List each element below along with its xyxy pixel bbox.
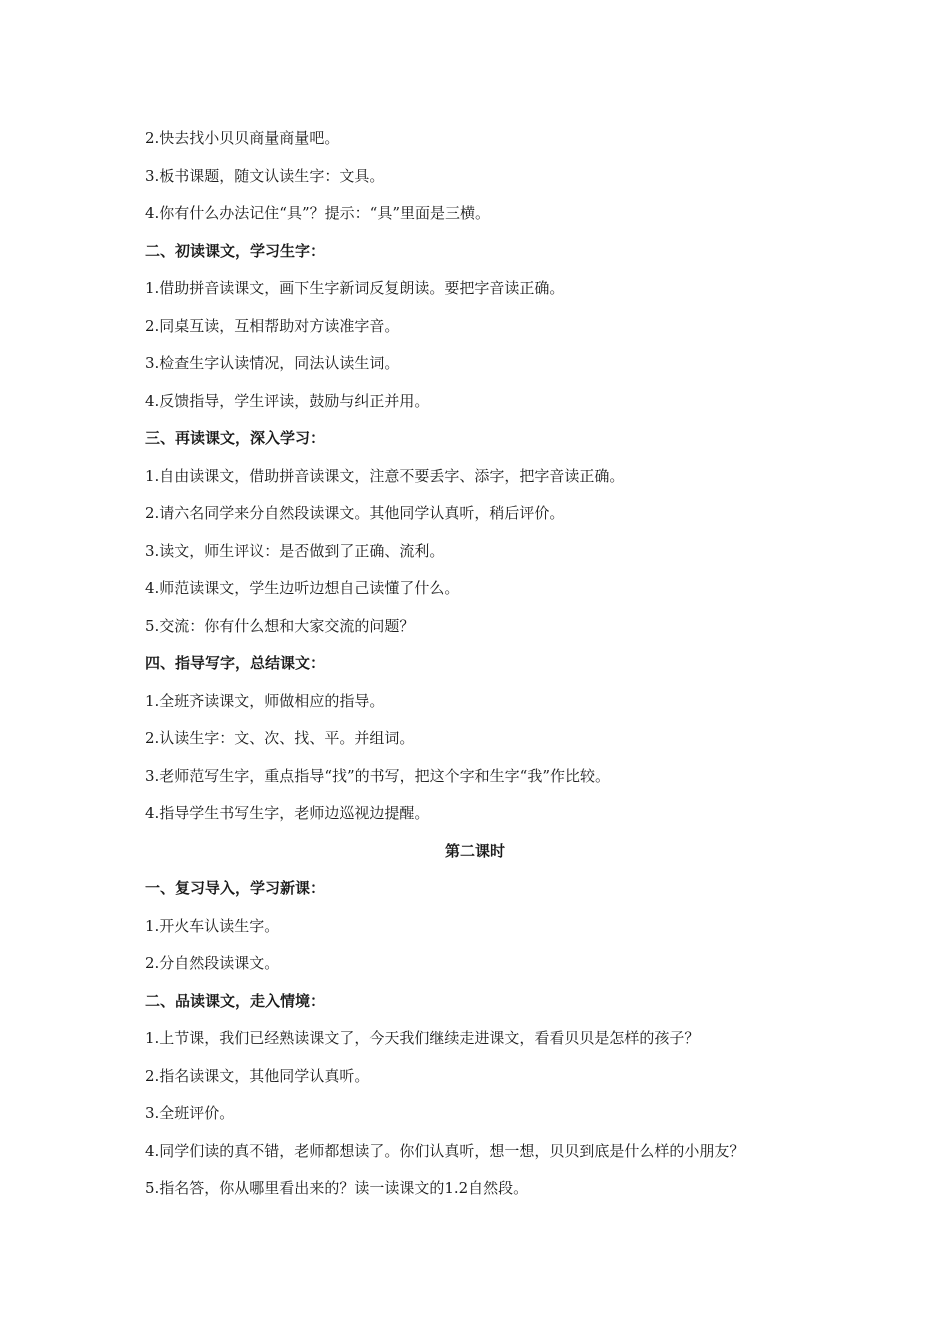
text-line: 4.指导学生书写生字，老师边巡视边提醒。	[145, 804, 430, 822]
text-line: 2.请六名同学来分自然段读课文。其他同学认真听，稍后评价。	[145, 504, 565, 522]
text-line: 3.读文，师生评议：是否做到了正确、流利。	[145, 542, 445, 560]
section-heading: 一、复习导入，学习新课：	[145, 879, 326, 897]
text-line: 2.指名读课文，其他同学认真听。	[145, 1067, 370, 1085]
text-line: 2.认读生字：文、次、找、平。并组词。	[145, 729, 415, 747]
section-heading: 四、指导写字，总结课文：	[145, 654, 326, 672]
text-line: 1.借助拼音读课文，画下生字新词反复朗读。要把字音读正确。	[145, 279, 565, 297]
text-line: 2.同桌互读，互相帮助对方读准字音。	[145, 317, 400, 335]
text-line: 4.你有什么办法记住“具”？提示：“具”里面是三横。	[145, 204, 490, 222]
text-line: 5.交流：你有什么想和大家交流的问题？	[145, 617, 415, 635]
text-line: 3.板书课题，随文认读生字：文具。	[145, 167, 385, 185]
text-line: 1.开火车认读生字。	[145, 917, 280, 935]
text-line: 1.上节课，我们已经熟读课文了，今天我们继续走进课文，看看贝贝是怎样的孩子？	[145, 1029, 700, 1047]
text-line: 3.检查生字认读情况，同法认读生词。	[145, 354, 400, 372]
text-line: 4.同学们读的真不错，老师都想读了。你们认真听，想一想，贝贝到底是什么样的小朋友？	[145, 1142, 745, 1160]
text-line: 2.快去找小贝贝商量商量吧。	[145, 129, 340, 147]
text-line: 5.指名答，你从哪里看出来的？读一读课文的1.2自然段。	[145, 1179, 529, 1197]
text-line: 4.反馈指导，学生评读，鼓励与纠正并用。	[145, 392, 430, 410]
text-line: 3.全班评价。	[145, 1104, 235, 1122]
section-heading: 三、再读课文，深入学习：	[145, 429, 326, 447]
lesson-period-title: 第二课时	[444, 842, 505, 860]
text-line: 3.老师范写生字，重点指导“找”的书写，把这个字和生字“我”作比较。	[145, 767, 610, 785]
text-line: 1.全班齐读课文，师做相应的指导。	[145, 692, 385, 710]
section-heading: 二、初读课文，学习生字：	[145, 242, 326, 260]
text-line: 1.自由读课文，借助拼音读课文，注意不要丢字、添字，把字音读正确。	[145, 467, 625, 485]
text-line: 4.师范读课文，学生边听边想自己读懂了什么。	[145, 579, 460, 597]
text-line: 2.分自然段读课文。	[145, 954, 280, 972]
section-heading: 二、品读课文，走入情境：	[145, 992, 326, 1010]
